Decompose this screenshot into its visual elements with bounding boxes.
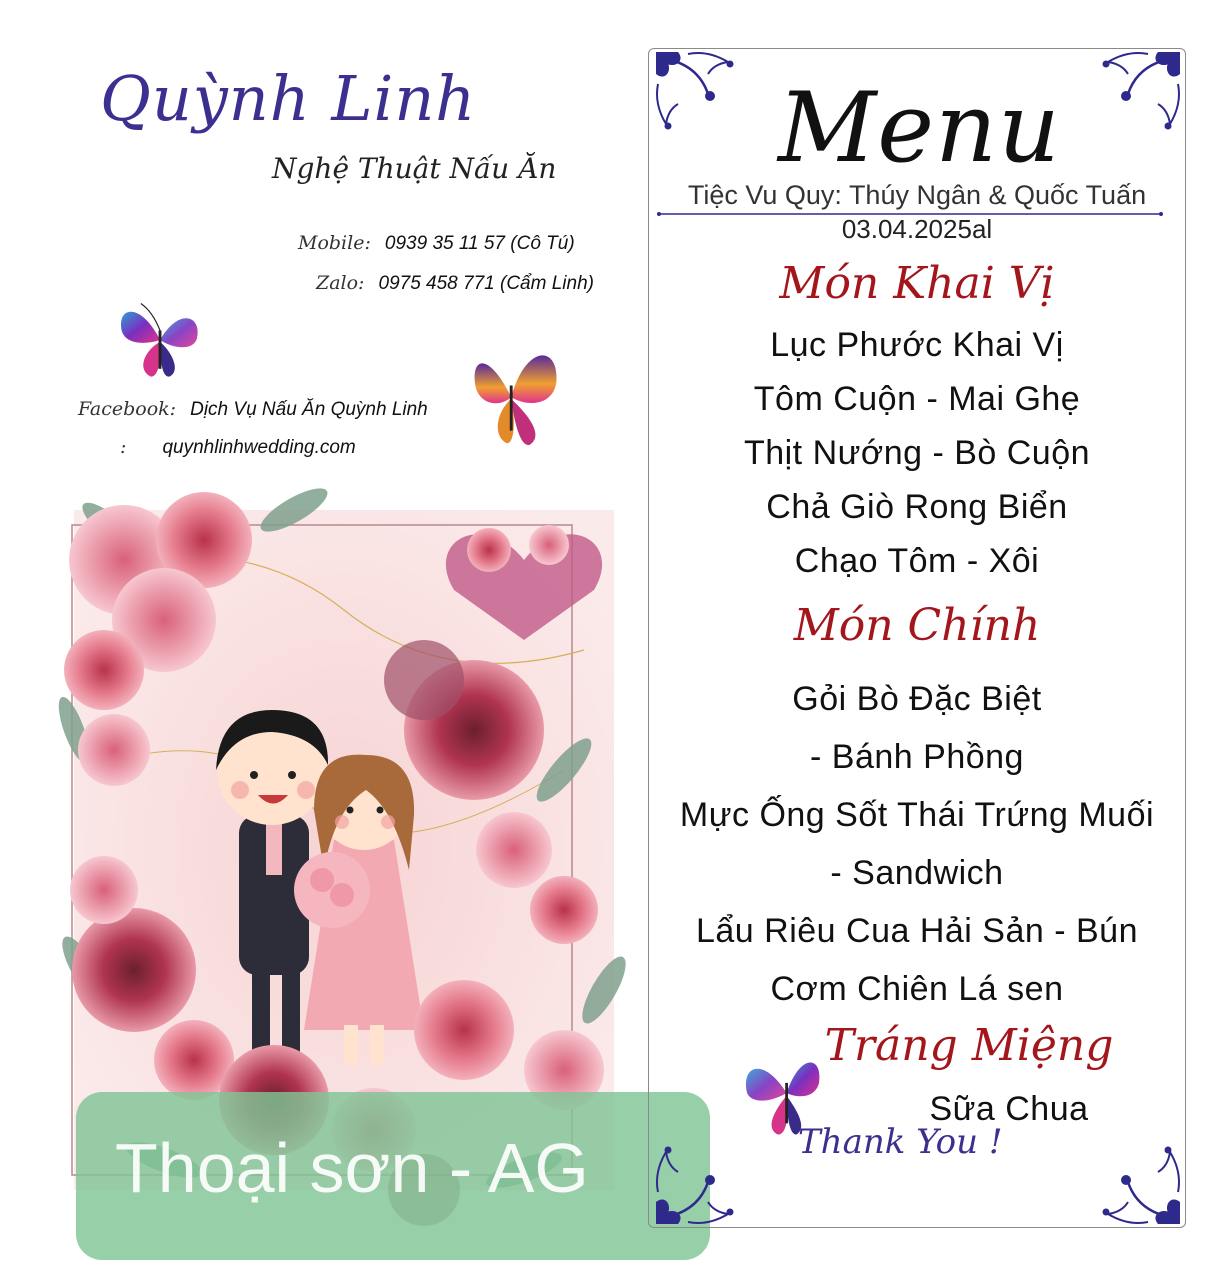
watermark-text: Thoại sơn - AG	[115, 1129, 589, 1207]
mobile-label: Mobile:	[298, 232, 371, 254]
thank-you-text: Thank You !	[798, 1122, 1003, 1162]
website-label: :	[120, 436, 127, 458]
section-heading-dessert: Tráng Miệng	[824, 1020, 1114, 1071]
facebook-contact	[78, 398, 428, 421]
floral-corner-icon	[648, 44, 768, 164]
menu-item: Chả Giò Rong Biển	[766, 488, 1068, 526]
zalo-label: Zalo:	[316, 272, 365, 294]
menu-item: Lục Phước Khai Vị	[770, 326, 1064, 364]
website-value: quynhlinhwedding.com	[162, 437, 356, 458]
mobile-contact	[298, 232, 575, 255]
menu-item: Mực Ống Sốt Thái Trứng Muối	[679, 796, 1155, 834]
butterfly-icon	[468, 338, 564, 456]
menu-item: Sữa Chua	[929, 1090, 1089, 1128]
zalo-value: 0975 458 771 (Cẩm Linh)	[378, 273, 594, 294]
brand-tagline: Nghệ Thuật Nấu Ăn	[272, 152, 557, 185]
floral-corner-icon	[1068, 1112, 1188, 1232]
menu-title: Menu	[778, 72, 1061, 184]
section-heading-main: Món Chính	[793, 600, 1041, 651]
brand-name: Quỳnh Linh	[100, 62, 477, 135]
menu-item: Thịt Nướng - Bò Cuộn	[743, 434, 1091, 472]
floral-corner-icon	[1068, 44, 1188, 164]
facebook-label: Facebook:	[78, 398, 177, 420]
mobile-value: 0939 35 11 57 (Cô Tú)	[384, 233, 575, 254]
menu-item: - Bánh Phồng	[810, 738, 1024, 776]
event-title: Tiệc Vu Quy: Thúy Ngân & Quốc Tuấn	[687, 180, 1147, 210]
menu-item: Cơm Chiên Lá sen	[770, 970, 1064, 1008]
event-date: 03.04.2025al	[841, 214, 993, 244]
section-heading-appetizer: Món Khai Vị	[779, 258, 1055, 309]
facebook-value: Dịch Vụ Nấu Ăn Quỳnh Linh	[190, 399, 428, 420]
zalo-contact	[316, 272, 594, 295]
menu-item: Chạo Tôm - Xôi	[794, 542, 1040, 580]
website-contact	[120, 436, 356, 459]
butterfly-icon	[112, 290, 208, 390]
menu-item: - Sandwich	[830, 854, 1004, 892]
menu-item: Lẩu Riêu Cua Hải Sản - Bún	[695, 912, 1139, 950]
menu-item: Tôm Cuộn - Mai Ghẹ	[753, 380, 1081, 418]
menu-item: Gỏi Bò Đặc Biệt	[792, 680, 1042, 718]
